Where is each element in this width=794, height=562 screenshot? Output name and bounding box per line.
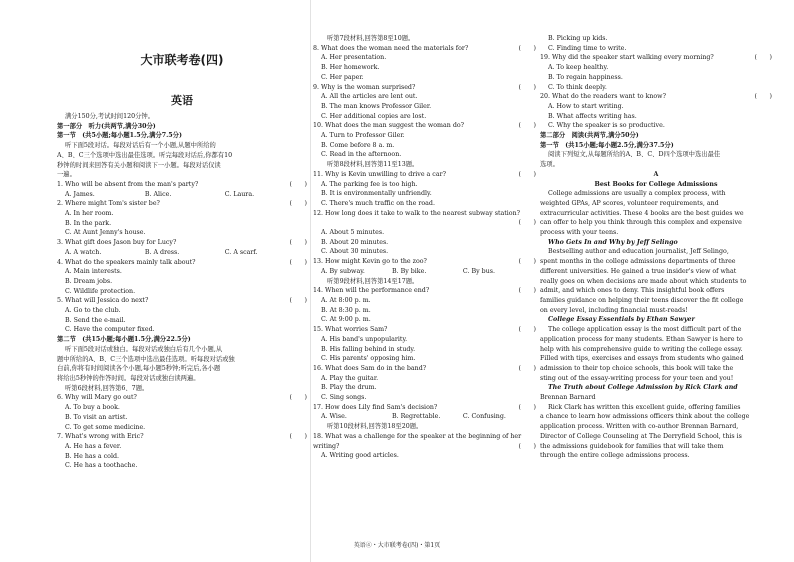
- text-line: B. Come before 8 a. m.: [321, 141, 395, 149]
- answer-option: A. James.: [65, 190, 95, 198]
- text-line: A. About 5 minutes.: [321, 229, 385, 237]
- answer-blank: ( ): [289, 258, 307, 266]
- text-line: process with your teens.: [540, 229, 619, 237]
- text-line: 听第10段材料,回答第18至20题。: [327, 423, 423, 431]
- text-line: C. His parents' opposing him.: [321, 355, 416, 363]
- question-row: [540, 92, 772, 102]
- text-line: a chance to learn how admissions officers think about the college: [540, 413, 750, 421]
- text-line: 18. What was a challenge for the speaker at the beginning of her: [313, 432, 522, 440]
- question-row: [57, 180, 307, 190]
- answer-blank: ( ): [289, 433, 307, 441]
- text-line: B. In the park.: [65, 219, 112, 227]
- text-line: Brennan Barnard: [540, 394, 596, 402]
- question-row: [313, 44, 536, 54]
- column-right: [540, 34, 772, 461]
- text-line: A: [653, 170, 659, 178]
- answer-blank: ( ): [518, 122, 536, 130]
- question-text: 19. Why did the speaker start walking every morning?: [540, 54, 714, 62]
- text-line: 听第8段材料,回答第11至13题。: [327, 161, 419, 169]
- text-line: C. Her paper.: [321, 73, 364, 81]
- text-line: C. At 9:00 p. m.: [321, 316, 371, 324]
- text-line: 听第7段材料,回答第8至10题。: [327, 35, 415, 42]
- text-line: Director of College Counseling at The Derryfield School, this is: [540, 432, 742, 440]
- question-row: [313, 442, 536, 452]
- answer-option: B. By bike.: [391, 267, 427, 275]
- text-line: admit, and which ones to deny. This insightful book offers: [540, 287, 725, 295]
- text-line: B. The man knows Professor Giler.: [321, 102, 432, 110]
- question-row: [540, 53, 772, 63]
- text-line: 听下面5段对话或独白。每段对话或独白后有几个小题,从: [65, 345, 223, 353]
- text-line: C. Why the speaker is so productive.: [548, 122, 665, 130]
- text-line: A. Main interests.: [65, 268, 122, 276]
- text-line: C. Have the computer fixed.: [65, 326, 155, 334]
- text-line: really goes on when decisions are made about which students to: [540, 277, 747, 285]
- question-text: 16. What does Sam do in the band?: [313, 364, 427, 372]
- question-row: [57, 296, 307, 306]
- option-row: [57, 190, 307, 200]
- text-line: Who Gets In and Why by Jeff Selingo: [548, 238, 678, 246]
- text-line: 阅读下列短文,从每题所给的A、B、C、D四个选项中选出最佳: [548, 151, 721, 159]
- text-line: 第一节 (共15小题;每小题2.5分,满分37.5分): [540, 141, 674, 149]
- text-line: spent months in the college admissions departments of three: [540, 258, 736, 266]
- text-line: 12. How long does it take to walk to the nearest subway station?: [313, 209, 521, 217]
- text-line: A. To buy a book.: [65, 404, 120, 412]
- question-text: writing?: [313, 442, 340, 450]
- text-line: B. To visit an artist.: [65, 413, 128, 421]
- question-text: 14. When will the performance end?: [313, 287, 430, 295]
- answer-blank: ( ): [518, 44, 536, 52]
- answer-option: B. Alice.: [144, 190, 172, 198]
- answer-blank: ( ): [518, 442, 536, 450]
- answer-option: C. By bus.: [462, 267, 495, 275]
- text-line: weighted GPAs, AP scores, volunteer requirements, and: [540, 199, 719, 207]
- question-text: 9. Why is the woman surprised?: [313, 83, 416, 91]
- answer-option: A. Wise.: [321, 413, 347, 421]
- text-line: help with his comprehensive guide to writing the college essay.: [540, 345, 743, 353]
- question-text: 11. Why is Kevin unwilling to drive a car?: [313, 170, 446, 178]
- text-line: admission to their top choice schools, this book will take the: [540, 364, 734, 372]
- text-line: through the entire college admissions process.: [540, 452, 690, 460]
- question-text: 10. What does the man suggest the woman do?: [313, 122, 465, 130]
- text-line: 第一节 (共5小题;每小题1.5分,满分7.5分): [57, 132, 182, 140]
- answer-blank: ( ): [518, 170, 536, 178]
- text-line: College admissions are usually a complex process, with: [548, 190, 726, 198]
- text-line: A. Writing good articles.: [321, 452, 399, 460]
- text-line: B. What affects writing has.: [548, 112, 637, 120]
- question-row: [313, 218, 536, 228]
- text-line: sting out of the essay-writing process for your teen and you!: [540, 374, 734, 382]
- option-row: [57, 248, 307, 258]
- text-line: A. Play the guitar.: [321, 374, 379, 382]
- question-row: [57, 258, 307, 268]
- text-line: 一遍。: [57, 171, 76, 179]
- text-line: Rick Clark has written this excellent guide, offering families: [548, 403, 741, 411]
- answer-blank: ( ): [518, 83, 536, 91]
- text-line: Bestselling author and education journalist, Jeff Selingo,: [548, 248, 729, 256]
- text-line: application process. Written with co-author Brennan Barnard,: [540, 423, 739, 431]
- question-row: [313, 286, 536, 296]
- answer-option: C. Laura.: [224, 190, 255, 198]
- text-line: B. About 20 minutes.: [321, 238, 389, 246]
- column-left: [57, 52, 307, 471]
- text-line: B. He has a cold.: [65, 452, 120, 460]
- text-line: A. He has a fever.: [65, 442, 122, 450]
- text-line: C. There's much traffic on the road.: [321, 199, 435, 207]
- text-line: C. At Aunt Jenny's house.: [65, 229, 146, 237]
- question-text: 20. What do the readers want to know?: [540, 93, 666, 101]
- text-line: Best Books for College Admissions: [594, 180, 718, 188]
- exam-title: 大市联考卷(四): [140, 53, 224, 67]
- text-line: A、B、C三个选项中选出最佳选项。听完每段对话后,你都有10: [57, 151, 233, 159]
- subject-title: 英语: [171, 94, 193, 107]
- question-text: 4. What do the speakers mainly talk about?: [57, 258, 196, 266]
- question-text: 17. How does Lily find Sam's decision?: [313, 403, 438, 411]
- text-line: B. Picking up kids.: [548, 35, 608, 42]
- text-line: College Essay Essentials by Ethan Sawyer: [548, 316, 695, 324]
- text-line: 第二节 (共15小题;每小题1.5分,满分22.5分): [57, 336, 191, 344]
- question-row: [57, 393, 307, 403]
- column-left-content: [57, 122, 307, 471]
- text-line: The Truth about College Admission by Rick Clark and: [548, 384, 738, 392]
- answer-blank: ( ): [289, 200, 307, 208]
- question-row: [313, 325, 536, 335]
- text-line: C. To think deeply.: [548, 83, 607, 91]
- text-line: 题中所给的A、B、C三个选项中选出最佳选项。听每段对话或独: [57, 355, 235, 363]
- column-right-content: [540, 34, 772, 461]
- answer-blank: ( ): [754, 54, 772, 62]
- text-line: 第二部分 阅读(共两节,满分50分): [540, 132, 639, 140]
- question-text: 6. Why will Mary go out?: [57, 394, 137, 402]
- text-line: C. To get some medicine.: [65, 423, 146, 431]
- text-line: A. To keep healthy.: [548, 64, 609, 72]
- question-row: [57, 238, 307, 248]
- text-line: 第一部分 听力(共两节,满分30分): [57, 122, 156, 130]
- text-line: on every level, including financial must-reads!: [540, 306, 688, 314]
- question-row: [313, 364, 536, 374]
- text-line: B. It is environmentally unfriendly.: [321, 190, 432, 198]
- page-fold-line: [310, 0, 311, 562]
- column-middle: [313, 34, 536, 461]
- text-line: B. Send the e-mail.: [65, 316, 126, 324]
- text-line: application process for many students. Ethan Sawyer is here to: [540, 335, 743, 343]
- question-text: 2. Where might Tom's sister be?: [57, 200, 160, 208]
- question-text: 7. What's wrong with Eric?: [57, 433, 144, 441]
- text-line: A. Go to the club.: [65, 307, 121, 315]
- answer-option: B. Regrettable.: [391, 413, 441, 421]
- text-line: C. Sing songs.: [321, 394, 367, 402]
- question-text: 15. What worries Sam?: [313, 326, 388, 334]
- column-middle-content: [313, 34, 536, 461]
- text-line: 听下面5段对话。每段对话后有一个小题,从题中所给的: [65, 142, 216, 150]
- text-line: 听第6段材料,回答第6、7题。: [65, 384, 149, 392]
- text-line: the admissions guidebook for families that will take them: [540, 442, 724, 450]
- question-text: 3. What gift does Jason buy for Lucy?: [57, 239, 177, 247]
- text-line: 听第9段材料,回答第14至17题。: [327, 277, 419, 285]
- text-line: A. In her room.: [65, 210, 114, 218]
- text-line: C. About 30 minutes.: [321, 248, 389, 256]
- answer-option: A. A watch.: [65, 248, 102, 256]
- text-line: 白前,你将有时间阅读各个小题,每小题5秒钟;听完后,各小题: [57, 365, 221, 373]
- text-line: The college application essay is the most difficult part of the: [548, 326, 742, 334]
- text-line: A. All the articles are lent out.: [321, 93, 418, 101]
- question-text: 8. What does the woman need the materials for?: [313, 44, 469, 52]
- option-row: [313, 267, 536, 277]
- text-line: A. His band's unpopularity.: [321, 335, 408, 343]
- question-text: 1. Who will be absent from the man's party?: [57, 180, 199, 188]
- answer-option: C. A scarf.: [224, 248, 258, 256]
- text-line: B. To regain happiness.: [548, 73, 623, 81]
- text-line: A. How to start writing.: [548, 102, 624, 110]
- text-line: C. He has a toothache.: [65, 462, 138, 470]
- question-text: 5. What will Jessica do next?: [57, 297, 149, 305]
- text-line: A. At 8:00 p. m.: [321, 296, 371, 304]
- text-line: A. Turn to Professor Giler.: [321, 132, 405, 140]
- question-row: [57, 199, 307, 209]
- question-row: [313, 83, 536, 93]
- question-row: [313, 257, 536, 267]
- text-line: 选项。: [540, 161, 559, 169]
- answer-blank: ( ): [289, 180, 307, 188]
- text-line: B. Dream jobs.: [65, 277, 113, 285]
- page-footer: 英语④・大市联考卷(四)・第1页: [353, 542, 441, 549]
- text-line: Filled with tips, exercises and essays from students who gained: [540, 355, 744, 363]
- answer-blank: ( ): [518, 364, 536, 372]
- answer-blank: ( ): [289, 394, 307, 402]
- answer-option: C. Confusing.: [462, 413, 506, 421]
- text-line: C. Finding time to write.: [548, 44, 627, 52]
- text-line: C. Read in the afternoon.: [321, 151, 402, 159]
- answer-blank: ( ): [518, 219, 536, 227]
- answer-blank: ( ): [518, 287, 536, 295]
- answer-option: A. By subway.: [321, 267, 365, 275]
- text-line: 将给出5秒钟的作答时间。每段对话或独白读两遍。: [57, 374, 200, 382]
- text-line: B. Her homework.: [321, 64, 380, 72]
- answer-blank: ( ): [518, 258, 536, 266]
- answer-blank: ( ): [518, 403, 536, 411]
- question-row: [313, 170, 536, 180]
- answer-blank: ( ): [289, 239, 307, 247]
- answer-option: B. A dress.: [144, 248, 180, 256]
- answer-blank: ( ): [754, 93, 772, 101]
- question-text: 13. How might Kevin go to the zoo?: [313, 258, 427, 266]
- text-line: B. At 8:30 p. m.: [321, 306, 371, 314]
- text-line: C. Wildlife protection.: [65, 287, 136, 295]
- text-line: extracurricular activities. These 4 books are the best guides we: [540, 209, 744, 217]
- text-line: different universities. He gained a true insider's view of what: [540, 267, 737, 275]
- answer-blank: ( ): [518, 326, 536, 334]
- text-line: families guidance on helping their teens discover the fit college: [540, 296, 744, 304]
- text-line: 秒钟的时间来回答有关小题和阅读下一小题。每段对话仅读: [57, 161, 221, 169]
- option-row: [313, 412, 536, 422]
- score-info: 满分150分,考试时间120分钟。: [65, 113, 155, 120]
- text-line: B. Play the drum.: [321, 384, 377, 392]
- question-row: [313, 121, 536, 131]
- text-line: C. Her additional copies are lost.: [321, 112, 427, 120]
- answer-blank: ( ): [289, 297, 307, 305]
- text-line: can offer to help you think through this complex and expensive: [540, 219, 742, 227]
- question-row: [313, 403, 536, 413]
- text-line: B. His falling behind in study.: [321, 345, 416, 353]
- question-row: [57, 432, 307, 442]
- text-line: A. Her presentation.: [321, 54, 387, 62]
- text-line: A. The parking fee is too high.: [321, 180, 418, 188]
